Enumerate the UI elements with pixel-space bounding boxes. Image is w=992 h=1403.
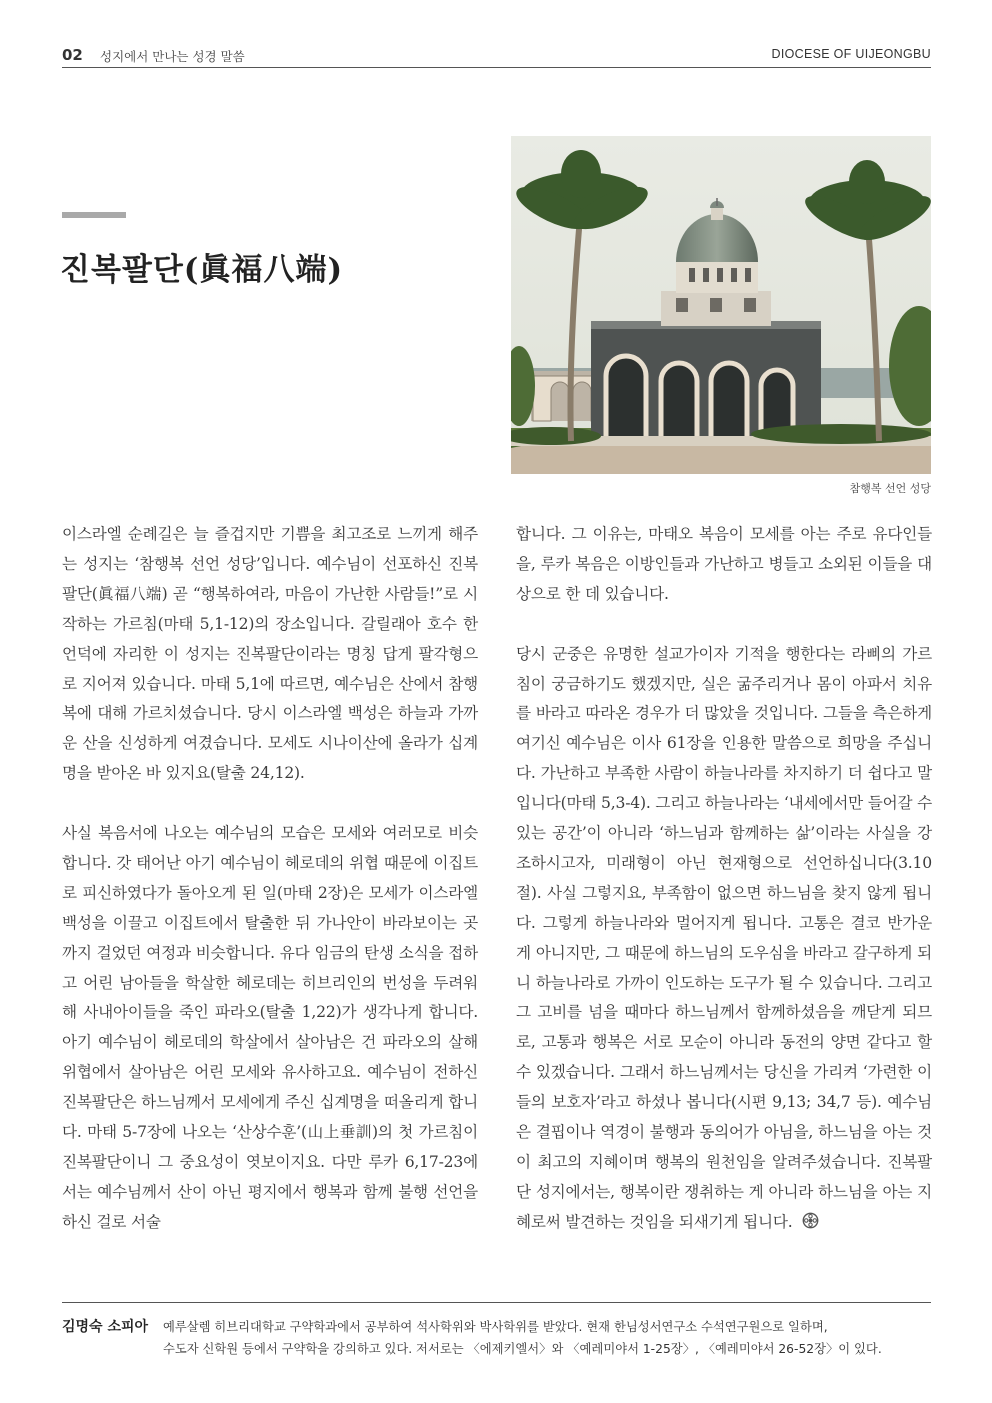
author-bio-line: 수도자 신학원 등에서 구약학을 강의하고 있다. 저서로는 〈에제키엘서〉와 〈예레미야서 1-25장〉, 〈예레미야서 26-52장〉이 있다.: [163, 1342, 882, 1356]
page-header: [62, 44, 931, 68]
footer-divider: [62, 1302, 931, 1303]
author-bio: [163, 1316, 933, 1360]
section-name: 성지에서 만나는 성경 말씀: [100, 49, 245, 64]
article-column-right: [516, 520, 932, 1238]
page-number: 02: [62, 46, 83, 64]
article-title: 진복팔단(眞福八端): [60, 252, 344, 288]
church-photo: [511, 136, 931, 474]
title-accent-bar: [62, 212, 126, 218]
end-ornament-icon: [802, 1212, 819, 1229]
paragraph: 사실 복음서에 나오는 예수님의 모습은 모세와 여러모로 비슷합니다. 갓 태어난 아기 예수님이 헤로데의 위협 때문에 이집트로 피신하였다가 돌아오게 된 일(마태 2장)은 모세가 이스라엘 백성을 이끌고 이집트에서 탈출한 뒤 가나안이 바라보이는 곳까지 걸었던 여정과 비슷합니다. 유다 임금의 탄생 소식을 접하고 어린 남아들을 학살한 헤로데는 히브리인의 번성을 두려워해 사내아이들을 죽인 파라오(탈출 1,22)가 생각나게 합니다. 아기 예수님이 헤로데의 학살에서 살아남은 건 파라오의 살해 위협에서 살아남은 어린 모세와 유사하고요. 예수님이 전하신 진복팔단은 하느님께서 모세에게 주신 십계명을 떠올리게 합니다. 마태 5-7장에 나오는 ‘산상수훈’(山上垂訓)의 첫 가르침이 진복팔단이니 그 중요성이 엿보이지요. 다만 루카 6,17-23에서는 예수님께서 산이 아닌 평지에서 행복과 함께 불행 선언을 하신 걸로 서술: [62, 824, 478, 1231]
paragraph-with-end-mark: [516, 640, 932, 1238]
article-column-left: [62, 520, 478, 1238]
paragraph: 합니다. 그 이유는, 마태오 복음이 모세를 아는 주로 유다인들을, 루카 복음은 이방인들과 가난하고 병들고 소외된 이들을 대상으로 한 데 있습니다.: [516, 525, 932, 603]
paragraph: 이스라엘 순례길은 늘 즐겁지만 기쁨을 최고조로 느끼게 해주는 성지는 ‘참행복 선언 성당’입니다. 예수님이 선포하신 진복팔단(眞福八端) 곧 “행복하여라, 마음이 가난한 사람들!”로 시작하는 가르침(마태 5,1-12)의 장소입니다. 갈릴래아 호수 한 언덕에 자리한 이 성지는 진복팔단이라는 명칭 답게 팔각형으로 지어져 있습니다. 마태 5,1에 따르면, 예수님은 산에서 참행복에 대해 가르치셨습니다. 당시 이스라엘 백성은 하늘과 가까운 산을 신성하게 여겼습니다. 모세도 시나이산에 올라가 십계명을 받아온 바 있지요(탈출 24,12).: [62, 525, 478, 783]
photo-caption: 참행복 선언 성당: [849, 482, 931, 495]
paragraph-text: 당시 군중은 유명한 설교가이자 기적을 행한다는 라삐의 가르침이 궁금하기도 했겠지만, 실은 굶주리거나 몸이 아파서 치유를 바라고 따라온 경우가 더 많았을 것입니다. 그들을 측은하게 여기신 예수님은 이사 61장을 인용한 말씀으로 희망을 주십니다. 가난하고 부족한 사람이 하늘나라를 차지하기 더 쉽다고 말입니다(마태 5,3-4). 그리고 하늘나라는 ‘내세에서만 들어갈 수 있는 공간’이 아니라 ‘하느님과 함께하는 삶’이라는 사실을 강조하시고자, 미래형이 아닌 현재형으로 선언하십니다(3.10절). 사실 그렇지요, 부족함이 없으면 하느님을 찾지 않게 됩니다. 그렇게 하늘나라와 멀어지게 됩니다. 고통은 결코 반가운 게 아니지만, 그 때문에 하느님의 도우심을 바라고 갈구하게 되니 하늘나라로 가까이 인도하는 도구가 될 수 있습니다. 그리고 그 고비를 넘을 때마다 하느님께서 함께하셨음을 깨닫게 되므로, 고통과 행복은 서로 모순이 아니라 동전의 양면 같다고 할 수 있겠습니다. 그래서 하느님께서는 당신을 가리켜 ‘가련한 이들의 보호자’라고 하셨나 봅니다(시편 9,13; 34,7 등). 예수님은 결핍이나 역경이 불행과 동의어가 아님을, 하느님을 아는 것이 최고의 지혜이며 행복의 원천임을 알려주셨습니다. 진복팔단 성지에서는, 행복이란 쟁취하는 게 아니라 하느님을 아는 지혜로써 발견하는 것임을 되새기게 됩니다.: [516, 644, 932, 1231]
author-bio-line: 예루살렘 히브리대학교 구약학과에서 공부하여 석사학위와 박사학위를 받았다. 현재 한님성서연구소 수석연구원으로 일하며,: [163, 1320, 828, 1334]
author-name: 김명숙 소피아: [62, 1319, 149, 1335]
church-photo-illustration: [511, 136, 931, 474]
publisher-name: DIOCESE OF UIJEONGBU: [771, 47, 931, 61]
